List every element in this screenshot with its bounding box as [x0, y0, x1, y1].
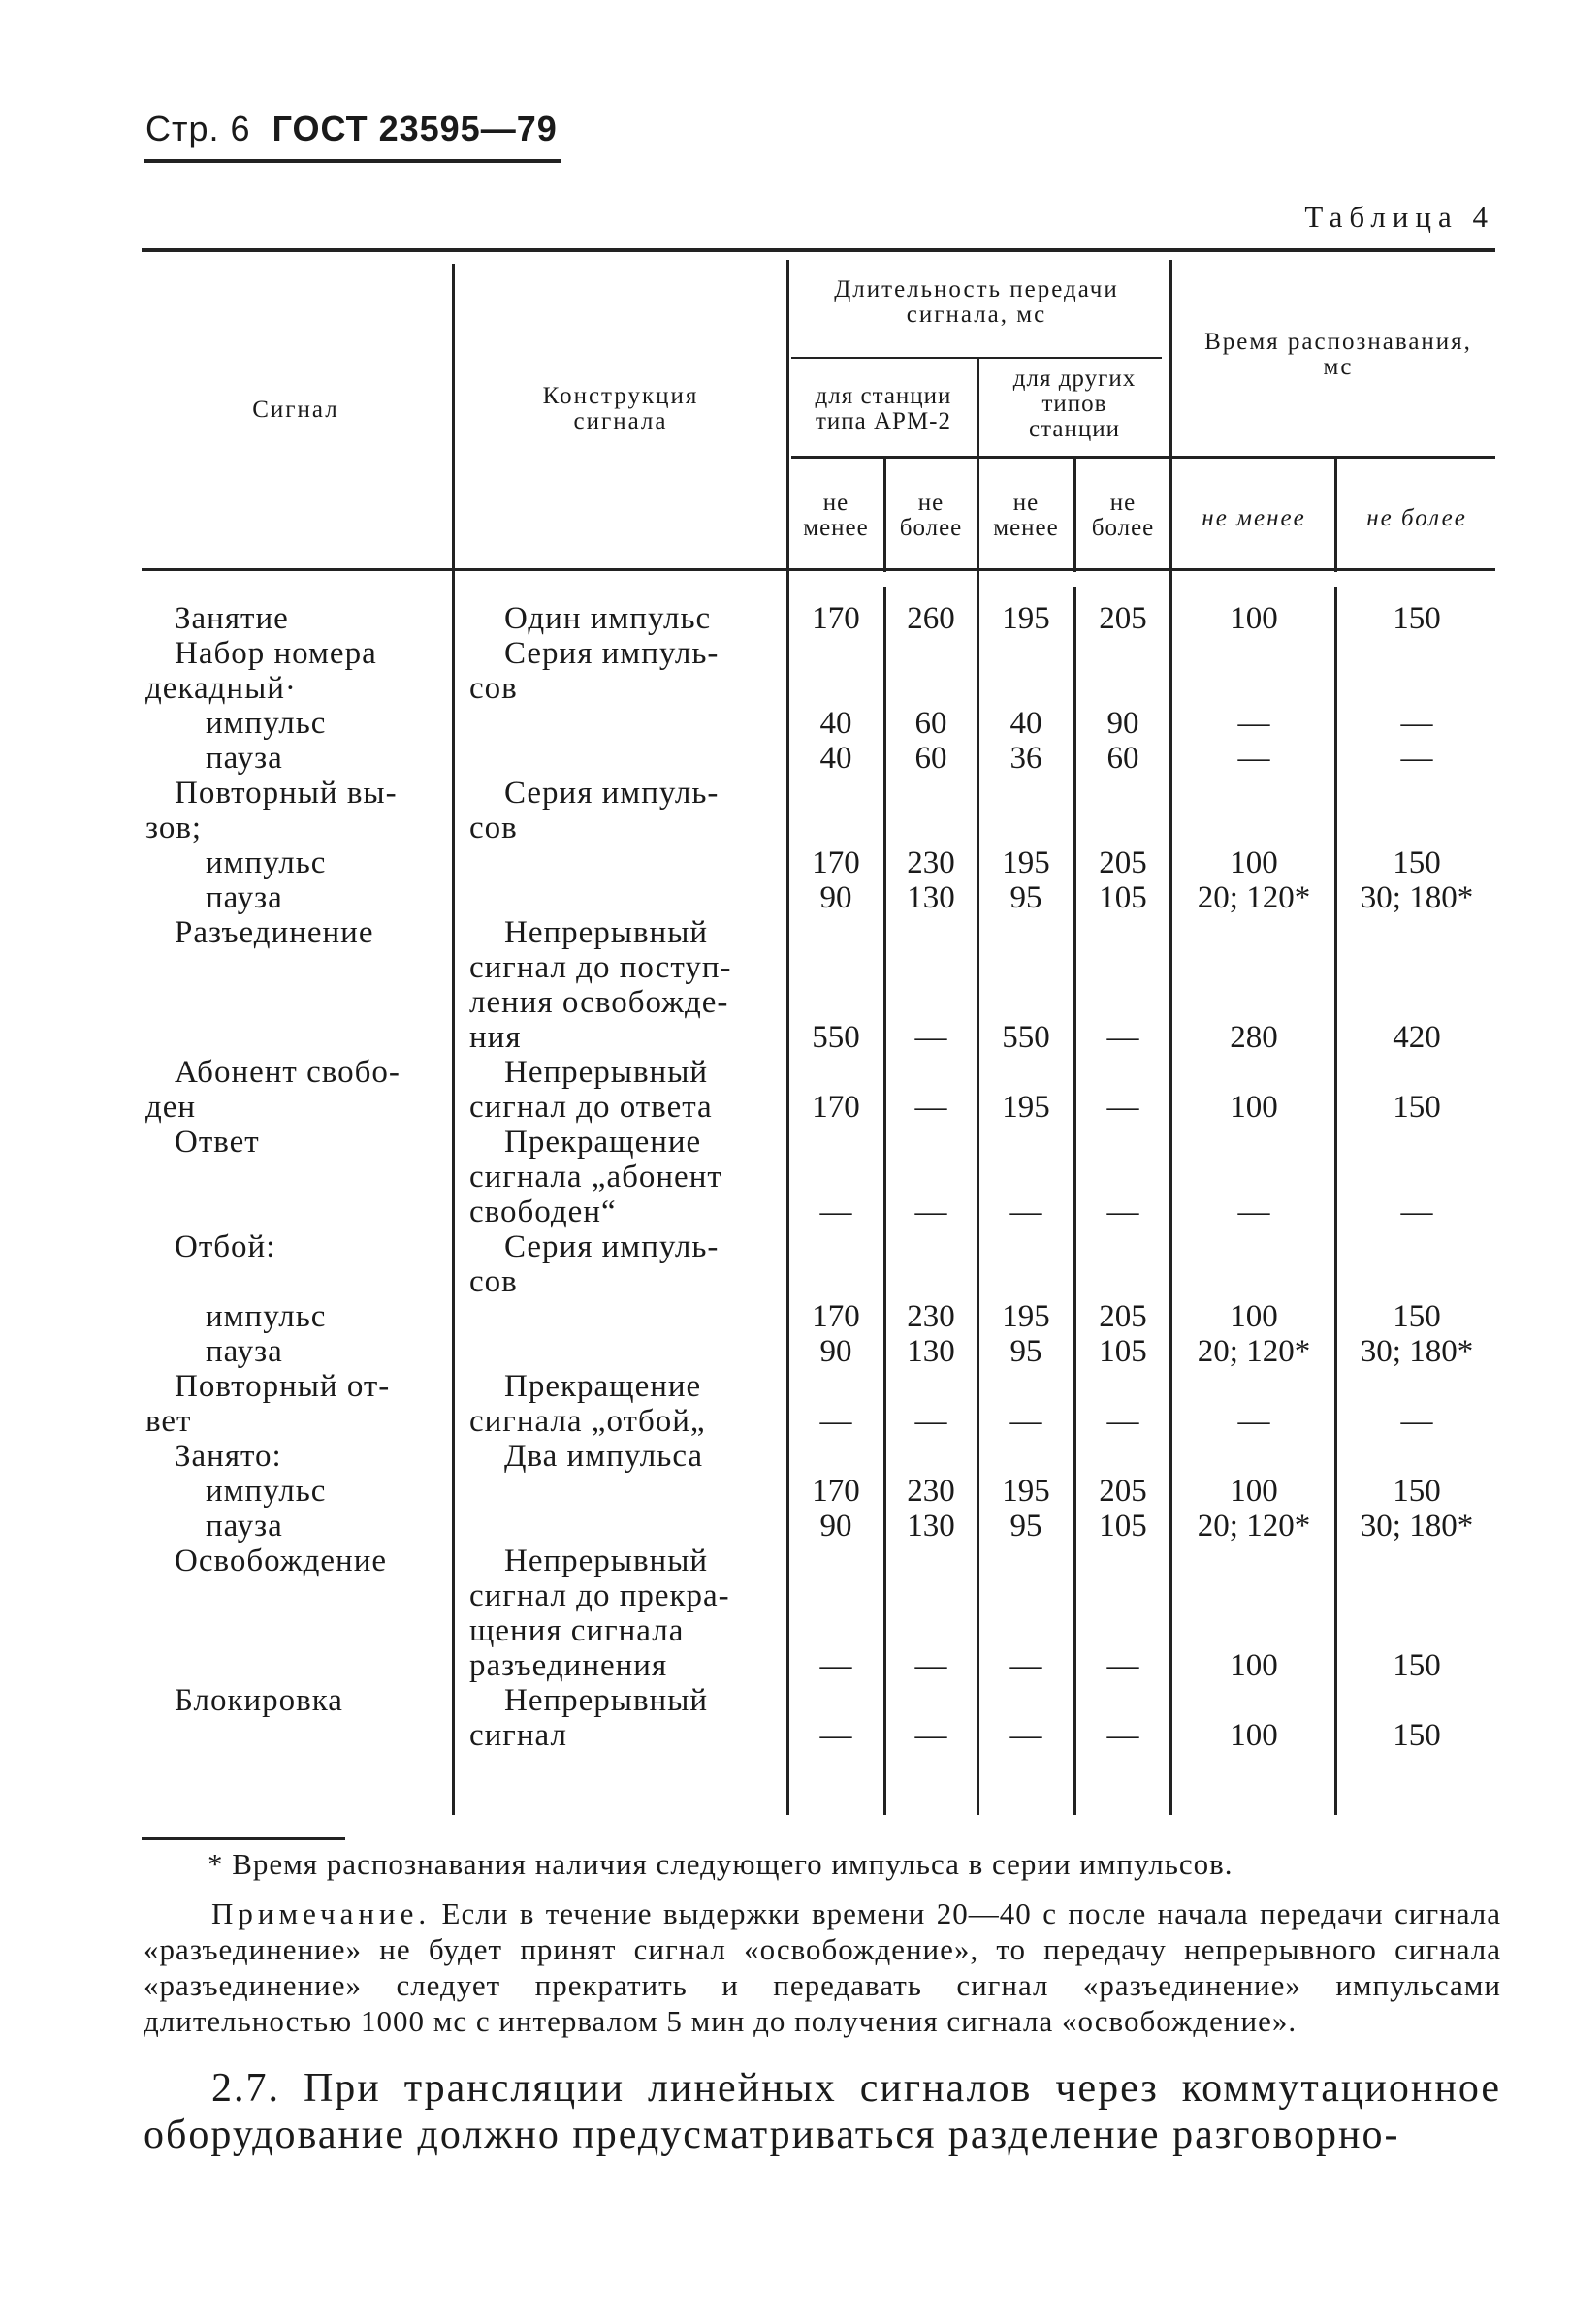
value-cell: 150 — [1393, 601, 1441, 636]
header-signal: Сигнал — [252, 397, 339, 423]
signal-cell: Занятие — [175, 601, 289, 636]
value-cell: — — [1106, 1404, 1139, 1439]
standard-number: ГОСТ 23595—79 — [272, 109, 558, 148]
value-cell: 30; 180* — [1360, 880, 1474, 915]
header-other-min: не менее — [993, 490, 1059, 541]
table-title: Таблица 4 — [1304, 200, 1494, 234]
header-recognition-min: не менее — [1202, 505, 1306, 531]
column-divider — [1334, 587, 1337, 1815]
construction-cell: Один импульс — [504, 601, 712, 636]
note-label: Примечание. — [211, 1896, 432, 1930]
value-cell: 130 — [907, 1334, 955, 1369]
header-subrule — [791, 456, 1495, 459]
construction-cell: сигнала „отбой„ — [469, 1404, 706, 1439]
signal-cell: Блокировка — [175, 1683, 343, 1718]
signal-cell: декадный· — [145, 671, 297, 706]
signal-cell: Разъединение — [175, 915, 374, 950]
value-cell: 230 — [907, 1474, 955, 1509]
signal-cell: импульс — [206, 1299, 327, 1334]
page-number: Стр. 6 — [145, 109, 251, 148]
column-divider — [1334, 456, 1337, 572]
signal-cell: импульс — [206, 706, 327, 741]
value-cell: — — [914, 1194, 947, 1229]
value-cell: 195 — [1002, 1299, 1050, 1334]
value-cell: 170 — [812, 1299, 860, 1334]
value-cell: 30; 180* — [1360, 1334, 1474, 1369]
value-cell: — — [914, 1090, 947, 1125]
construction-cell: ния — [469, 1020, 522, 1055]
value-cell: 195 — [1002, 1474, 1050, 1509]
construction-cell: сов — [469, 811, 518, 845]
value-cell: 105 — [1099, 1334, 1147, 1369]
value-cell: — — [819, 1194, 852, 1229]
value-cell: 100 — [1230, 1299, 1278, 1334]
value-cell: — — [1237, 1404, 1270, 1439]
value-cell: 150 — [1393, 1090, 1441, 1125]
value-cell: 195 — [1002, 601, 1050, 636]
value-cell: — — [1009, 1194, 1042, 1229]
value-cell: 30; 180* — [1360, 1509, 1474, 1544]
value-cell: 170 — [812, 601, 860, 636]
value-cell: 90 — [819, 1334, 852, 1369]
value-cell: 260 — [907, 601, 955, 636]
header-duration: Длительность передачи сигнала, мс — [834, 276, 1119, 328]
construction-cell: Прекращение — [504, 1369, 702, 1404]
construction-cell: Серия импуль- — [504, 776, 720, 811]
header-recognition: Время распознавания, мс — [1204, 329, 1472, 380]
value-cell: 150 — [1393, 1648, 1441, 1683]
value-cell: 195 — [1002, 845, 1050, 880]
page-header — [145, 109, 558, 149]
value-cell: 205 — [1099, 1299, 1147, 1334]
header-rule — [144, 159, 561, 163]
header-other-max: не более — [1091, 490, 1155, 541]
value-cell: 20; 120* — [1197, 1334, 1311, 1369]
value-cell: — — [819, 1648, 852, 1683]
value-cell: 150 — [1393, 845, 1441, 880]
footnote: * Время распознавания наличия следующего импульса в серии импульсов. — [208, 1847, 1234, 1881]
value-cell: 40 — [819, 706, 852, 741]
construction-cell: сов — [469, 671, 518, 706]
construction-cell: Непрерывный — [504, 1683, 709, 1718]
value-cell: — — [1106, 1718, 1139, 1753]
table-top-rule — [142, 248, 1495, 252]
value-cell: 130 — [907, 1509, 955, 1544]
value-cell: 40 — [1009, 706, 1042, 741]
construction-cell: сигнала „абонент — [469, 1160, 722, 1194]
signal-cell: пауза — [206, 1334, 283, 1369]
value-cell: — — [1106, 1648, 1139, 1683]
value-cell: — — [1237, 1194, 1270, 1229]
value-cell: 280 — [1230, 1020, 1278, 1055]
value-cell: 230 — [907, 845, 955, 880]
value-cell: 420 — [1393, 1020, 1441, 1055]
signal-cell: Освобождение — [175, 1544, 388, 1578]
signal-cell: Повторный от- — [175, 1369, 391, 1404]
value-cell: 36 — [1009, 741, 1042, 776]
value-cell: 150 — [1393, 1299, 1441, 1334]
value-cell: — — [914, 1718, 947, 1753]
column-divider — [1169, 260, 1172, 1815]
value-cell: 205 — [1099, 845, 1147, 880]
value-cell: — — [1400, 1194, 1433, 1229]
value-cell: 100 — [1230, 1648, 1278, 1683]
value-cell: 550 — [1002, 1020, 1050, 1055]
construction-cell: сов — [469, 1264, 518, 1299]
header-recognition-max: не более — [1366, 505, 1467, 531]
value-cell: 95 — [1009, 1509, 1042, 1544]
table-note — [144, 1895, 1501, 2039]
value-cell: 90 — [819, 880, 852, 915]
value-cell: — — [1400, 1404, 1433, 1439]
section-paragraph: 2.7. При трансляции линейных сигналов через коммутационное оборудование должно предусматриваться разделение разговорно- — [144, 2066, 1501, 2157]
signal-cell: пауза — [206, 1509, 283, 1544]
header-other: для других типов станции — [1012, 366, 1137, 442]
value-cell: 205 — [1099, 1474, 1147, 1509]
value-cell: — — [1106, 1194, 1139, 1229]
value-cell: 150 — [1393, 1718, 1441, 1753]
value-cell: 20; 120* — [1197, 1509, 1311, 1544]
construction-cell: Непрерывный — [504, 1544, 709, 1578]
value-cell: — — [1237, 706, 1270, 741]
value-cell: 100 — [1230, 1474, 1278, 1509]
value-cell: 95 — [1009, 1334, 1042, 1369]
value-cell: 230 — [907, 1299, 955, 1334]
signal-cell: зов; — [145, 811, 203, 845]
construction-cell: разъединения — [469, 1648, 668, 1683]
construction-cell: Серия импуль- — [504, 1229, 720, 1264]
construction-cell: свободен“ — [469, 1194, 617, 1229]
value-cell: — — [819, 1404, 852, 1439]
value-cell: — — [914, 1404, 947, 1439]
value-cell: 170 — [812, 1090, 860, 1125]
construction-cell: Непрерывный — [504, 1055, 709, 1090]
construction-cell: щения сигнала — [469, 1613, 685, 1648]
value-cell: 150 — [1393, 1474, 1441, 1509]
signal-cell: импульс — [206, 845, 327, 880]
construction-cell: Серия импуль- — [504, 636, 720, 671]
value-cell: 90 — [819, 1509, 852, 1544]
construction-cell: Прекращение — [504, 1125, 702, 1160]
signal-cell: Занято: — [175, 1439, 282, 1474]
value-cell: 100 — [1230, 1718, 1278, 1753]
construction-cell: Два импульса — [504, 1439, 704, 1474]
value-cell: 105 — [1099, 880, 1147, 915]
value-cell: — — [819, 1718, 852, 1753]
signal-cell: пауза — [206, 880, 283, 915]
signal-cell: Абонент свобо- — [175, 1055, 401, 1090]
value-cell: — — [914, 1648, 947, 1683]
header-bottom-rule — [142, 568, 1495, 571]
construction-cell: сигнал до ответа — [469, 1090, 713, 1125]
value-cell: — — [1009, 1718, 1042, 1753]
footnote-rule — [142, 1837, 345, 1840]
header-arm2: для станции типа АРМ-2 — [815, 383, 952, 434]
header-arm2-min: не менее — [803, 490, 869, 541]
value-cell: — — [1009, 1404, 1042, 1439]
construction-cell: сигнал — [469, 1718, 567, 1753]
value-cell: — — [1106, 1020, 1139, 1055]
signal-cell: Повторный вы- — [175, 776, 398, 811]
construction-cell: сигнал до поступ- — [469, 950, 732, 985]
value-cell: 60 — [914, 706, 947, 741]
value-cell: 205 — [1099, 601, 1147, 636]
value-cell: 100 — [1230, 1090, 1278, 1125]
value-cell: 90 — [1106, 706, 1139, 741]
value-cell: 170 — [812, 1474, 860, 1509]
value-cell: 130 — [907, 880, 955, 915]
construction-cell: сигнал до прекра- — [469, 1578, 730, 1613]
value-cell: 170 — [812, 845, 860, 880]
signal-cell: пауза — [206, 741, 283, 776]
value-cell: 20; 120* — [1197, 880, 1311, 915]
column-divider — [977, 357, 979, 1815]
signal-cell: Ответ — [175, 1125, 260, 1160]
value-cell: 60 — [914, 741, 947, 776]
signal-cell: Отбой: — [175, 1229, 276, 1264]
header-arm2-max: не более — [899, 490, 963, 541]
value-cell: — — [1106, 1090, 1139, 1125]
column-divider — [452, 264, 455, 1815]
construction-cell: ления освобожде- — [469, 985, 729, 1020]
value-cell: 100 — [1230, 601, 1278, 636]
value-cell: — — [914, 1020, 947, 1055]
value-cell: 60 — [1106, 741, 1139, 776]
value-cell: 95 — [1009, 880, 1042, 915]
value-cell: — — [1237, 741, 1270, 776]
signal-cell: Набор номера — [175, 636, 377, 671]
value-cell: 100 — [1230, 845, 1278, 880]
header-construction: Конструкция сигнала — [542, 383, 699, 434]
signal-cell: импульс — [206, 1474, 327, 1509]
value-cell: 195 — [1002, 1090, 1050, 1125]
construction-cell: Непрерывный — [504, 915, 709, 950]
signal-cell: ден — [145, 1090, 197, 1125]
value-cell: — — [1400, 706, 1433, 741]
signal-cell: вет — [145, 1404, 192, 1439]
value-cell: — — [1400, 741, 1433, 776]
value-cell: 105 — [1099, 1509, 1147, 1544]
note-text: Если в течение выдержки времени 20—40 с после начала передачи сигнала «разъединение» не будет принят сигнал «освобождение», то передачу непрерывного сигнала «разъединение» следует прекратить и передавать сигнал «разъединение» импульсами длительностью 1000 мс с интервалом 5 мин до получения сигнала «освобождение». — [144, 1896, 1501, 2038]
value-cell: — — [1009, 1648, 1042, 1683]
value-cell: 550 — [812, 1020, 860, 1055]
value-cell: 40 — [819, 741, 852, 776]
